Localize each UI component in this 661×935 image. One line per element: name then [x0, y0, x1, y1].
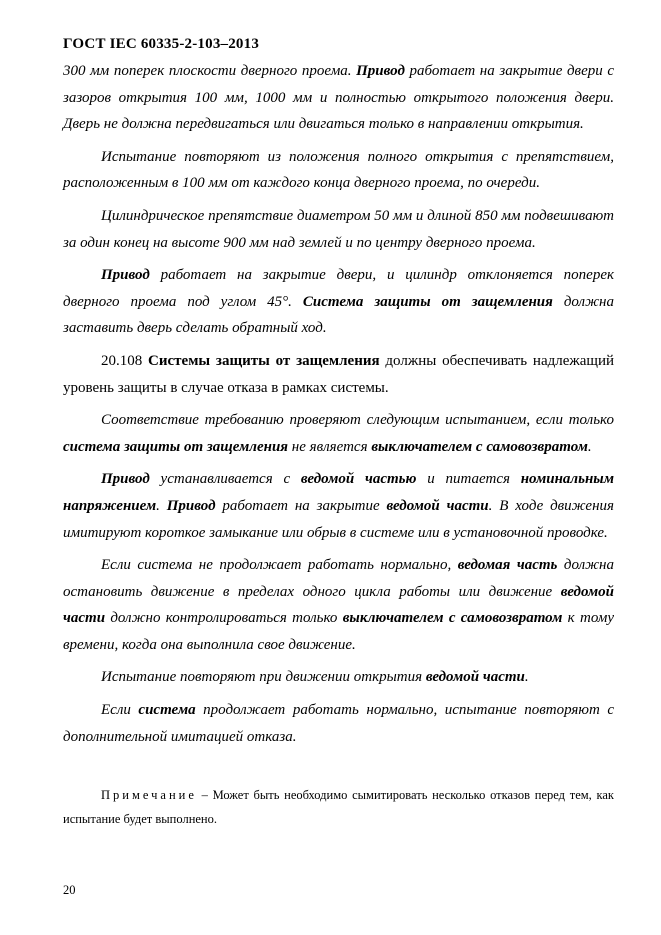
text-run: Испытание повторяют при движении открытия — [101, 669, 426, 686]
text-run: работает на закрытие двери, и цилиндр отклоняется поперек дверного проема под углом 45°. — [63, 267, 614, 310]
paragraph — [63, 697, 614, 750]
bold-term: Система защиты от защемления — [302, 293, 553, 310]
text-run: продолжает работать нормально, испытание повторяют с дополнительной имитацией отказа. — [63, 702, 614, 745]
document-body — [63, 58, 614, 756]
bold-term: Привод — [101, 471, 150, 488]
page-header: ГОСТ IEC 60335-2-103–2013 — [63, 36, 260, 52]
text-run: должна остановить движение в пределах одного цикла работы или движение — [63, 557, 615, 600]
bold-term: система защиты от защемления — [63, 438, 289, 455]
text-run: Соответствие требованию проверяют следующим испытанием, если только — [101, 412, 614, 429]
text-run: . — [587, 438, 592, 455]
text-run: устанавливается с — [149, 471, 301, 488]
text-run: . — [156, 497, 167, 514]
text-run: Если система не продолжает работать нормально, — [101, 557, 458, 574]
paragraph — [63, 262, 614, 342]
text-run: к тому времени, когда она выполнила свое движение. — [63, 610, 614, 653]
paragraph — [63, 552, 614, 658]
text-run: должна заставить дверь сделать обратный ход. — [63, 293, 614, 337]
bold-term: выключателем с самовозвратом — [371, 438, 588, 455]
bold-term: Системы защиты от защемления — [148, 352, 380, 369]
paragraph — [63, 203, 614, 256]
bold-term: ведомой части — [425, 669, 525, 686]
text-run: работает на закрытие — [215, 497, 387, 514]
bold-term: Привод — [166, 497, 216, 514]
paragraph — [63, 348, 614, 401]
bold-term: ведомой части — [63, 583, 614, 627]
text-run: должны обеспечивать надлежащий уровень защиты в случае отказа в рамках системы. — [63, 352, 615, 396]
text-run: работает на закрытие двери с зазоров открытия 100 мм, 1000 мм и полностью открытого положения двери. Дверь не должна передвигаться или двигаться только в направлении открытия. — [63, 63, 615, 133]
bold-term: номинальным напряжением — [63, 471, 614, 514]
bold-term: выключателем с самовозвратом — [342, 610, 563, 627]
paragraph — [63, 664, 614, 691]
paragraph — [63, 466, 614, 546]
paragraph — [63, 58, 614, 138]
note — [63, 783, 614, 831]
bold-term: Привод — [101, 267, 150, 284]
note-label: Примечание — [101, 788, 197, 802]
text-run: Цилиндрическое препятствие диаметром 50 мм и длиной 850 мм подвешивают за один конец на высоте 900 мм над землей и по центру дверного проема. — [63, 207, 614, 251]
text-run: должно контролироваться только — [105, 610, 343, 627]
text-run: . — [524, 669, 529, 686]
paragraph — [63, 144, 614, 197]
text-run: 300 мм поперек плоскости дверного проема. — [63, 63, 357, 79]
note-text: – Может быть необходимо сымитировать несколько отказов перед тем, как испытание будет выполнено. — [63, 788, 614, 826]
text-run: . В ходе движения имитируют короткое замыкание или обрыв в системе или в установочной проводке. — [63, 497, 615, 541]
bold-term: система — [138, 702, 196, 719]
text-run: Если — [101, 702, 139, 719]
bold-term: ведомой частью — [300, 471, 417, 488]
page-number: 20 — [63, 883, 76, 897]
text-run: не является — [288, 438, 372, 455]
text-run: и питается — [416, 471, 521, 488]
paragraph — [63, 407, 614, 460]
bold-term: ведомая часть — [457, 557, 558, 574]
bold-term: ведомой части — [386, 497, 489, 514]
text-run: 20.108 — [101, 352, 149, 369]
text-run: Испытание повторяют из положения полного открытия с препятствием, расположенным в 100 мм от каждого конца дверного проема, по очереди. — [63, 148, 614, 192]
bold-term: Привод — [356, 63, 405, 79]
